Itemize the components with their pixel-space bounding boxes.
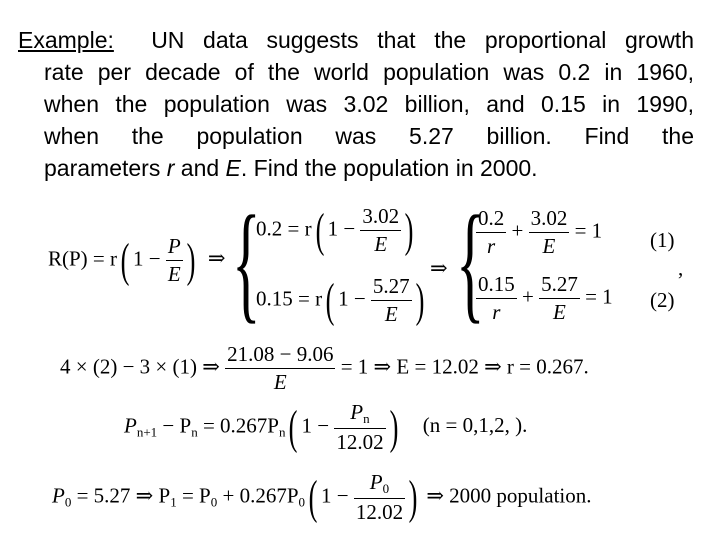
statement-line-5: parameters r and E. Find the population in 2000. [44, 155, 538, 181]
iteration-line: $P_0 = 5.27$ ⇒ $P_1 = P_0 + 0.267P_0$( 1 − $\frac{P_0}{12.02}$ ) ⇒ 2000 population. [52, 470, 592, 524]
problem-statement [18, 24, 694, 184]
statement-line-4: when the population was 5.27 billion. Find the [44, 123, 694, 149]
linear-equation-2: $\frac{0.15}{r}$ + $\frac{5.27}{E}$ = 1 [478, 272, 613, 324]
implies-arrow: ⇒ [430, 256, 448, 280]
equation-1990: 0.15 = r( 1 − $\frac{5.27}{E}$ ) [256, 273, 425, 327]
right-brace: { [456, 188, 485, 335]
statement-line-2: rate per decade of the world population was 0.2 in 1960, [44, 59, 694, 85]
linear-equation-1: $\frac{0.2}{r}$ + $\frac{3.02}{E}$ = 1 [478, 206, 603, 258]
solve-equation: 4 × (2) − 3 × (1) ⇒ $\frac{21.08 - 9.06}{E}$ = 1 ⇒ E = 12.02 ⇒ r = 0.267. [60, 342, 589, 394]
left-brace: { [232, 188, 261, 335]
system-comma: , [678, 256, 684, 280]
statement-line-1: Example: UN data suggests that the proportional growth [18, 27, 694, 53]
equation-1960: 0.2 = r( 1 − $\frac{3.02}{E}$ ) [256, 203, 414, 257]
statement-line-3: when the population was 3.02 billion, and 0.15 in 1990, [44, 91, 694, 117]
eq-label-2: (2) [650, 288, 675, 312]
recurrence-relation: $P_{n+1} - P_n = 0.267P_n$( 1 − $\frac{P_n}{12.02}$ ) (n = 0,1,2, ). [124, 400, 528, 454]
eq-label-1: (1) [650, 228, 675, 252]
growth-rate-definition: R(P) = r( 1 − $\frac{P}{E}$ ) ⇒ [48, 233, 226, 287]
example-label: Example: [18, 27, 114, 53]
